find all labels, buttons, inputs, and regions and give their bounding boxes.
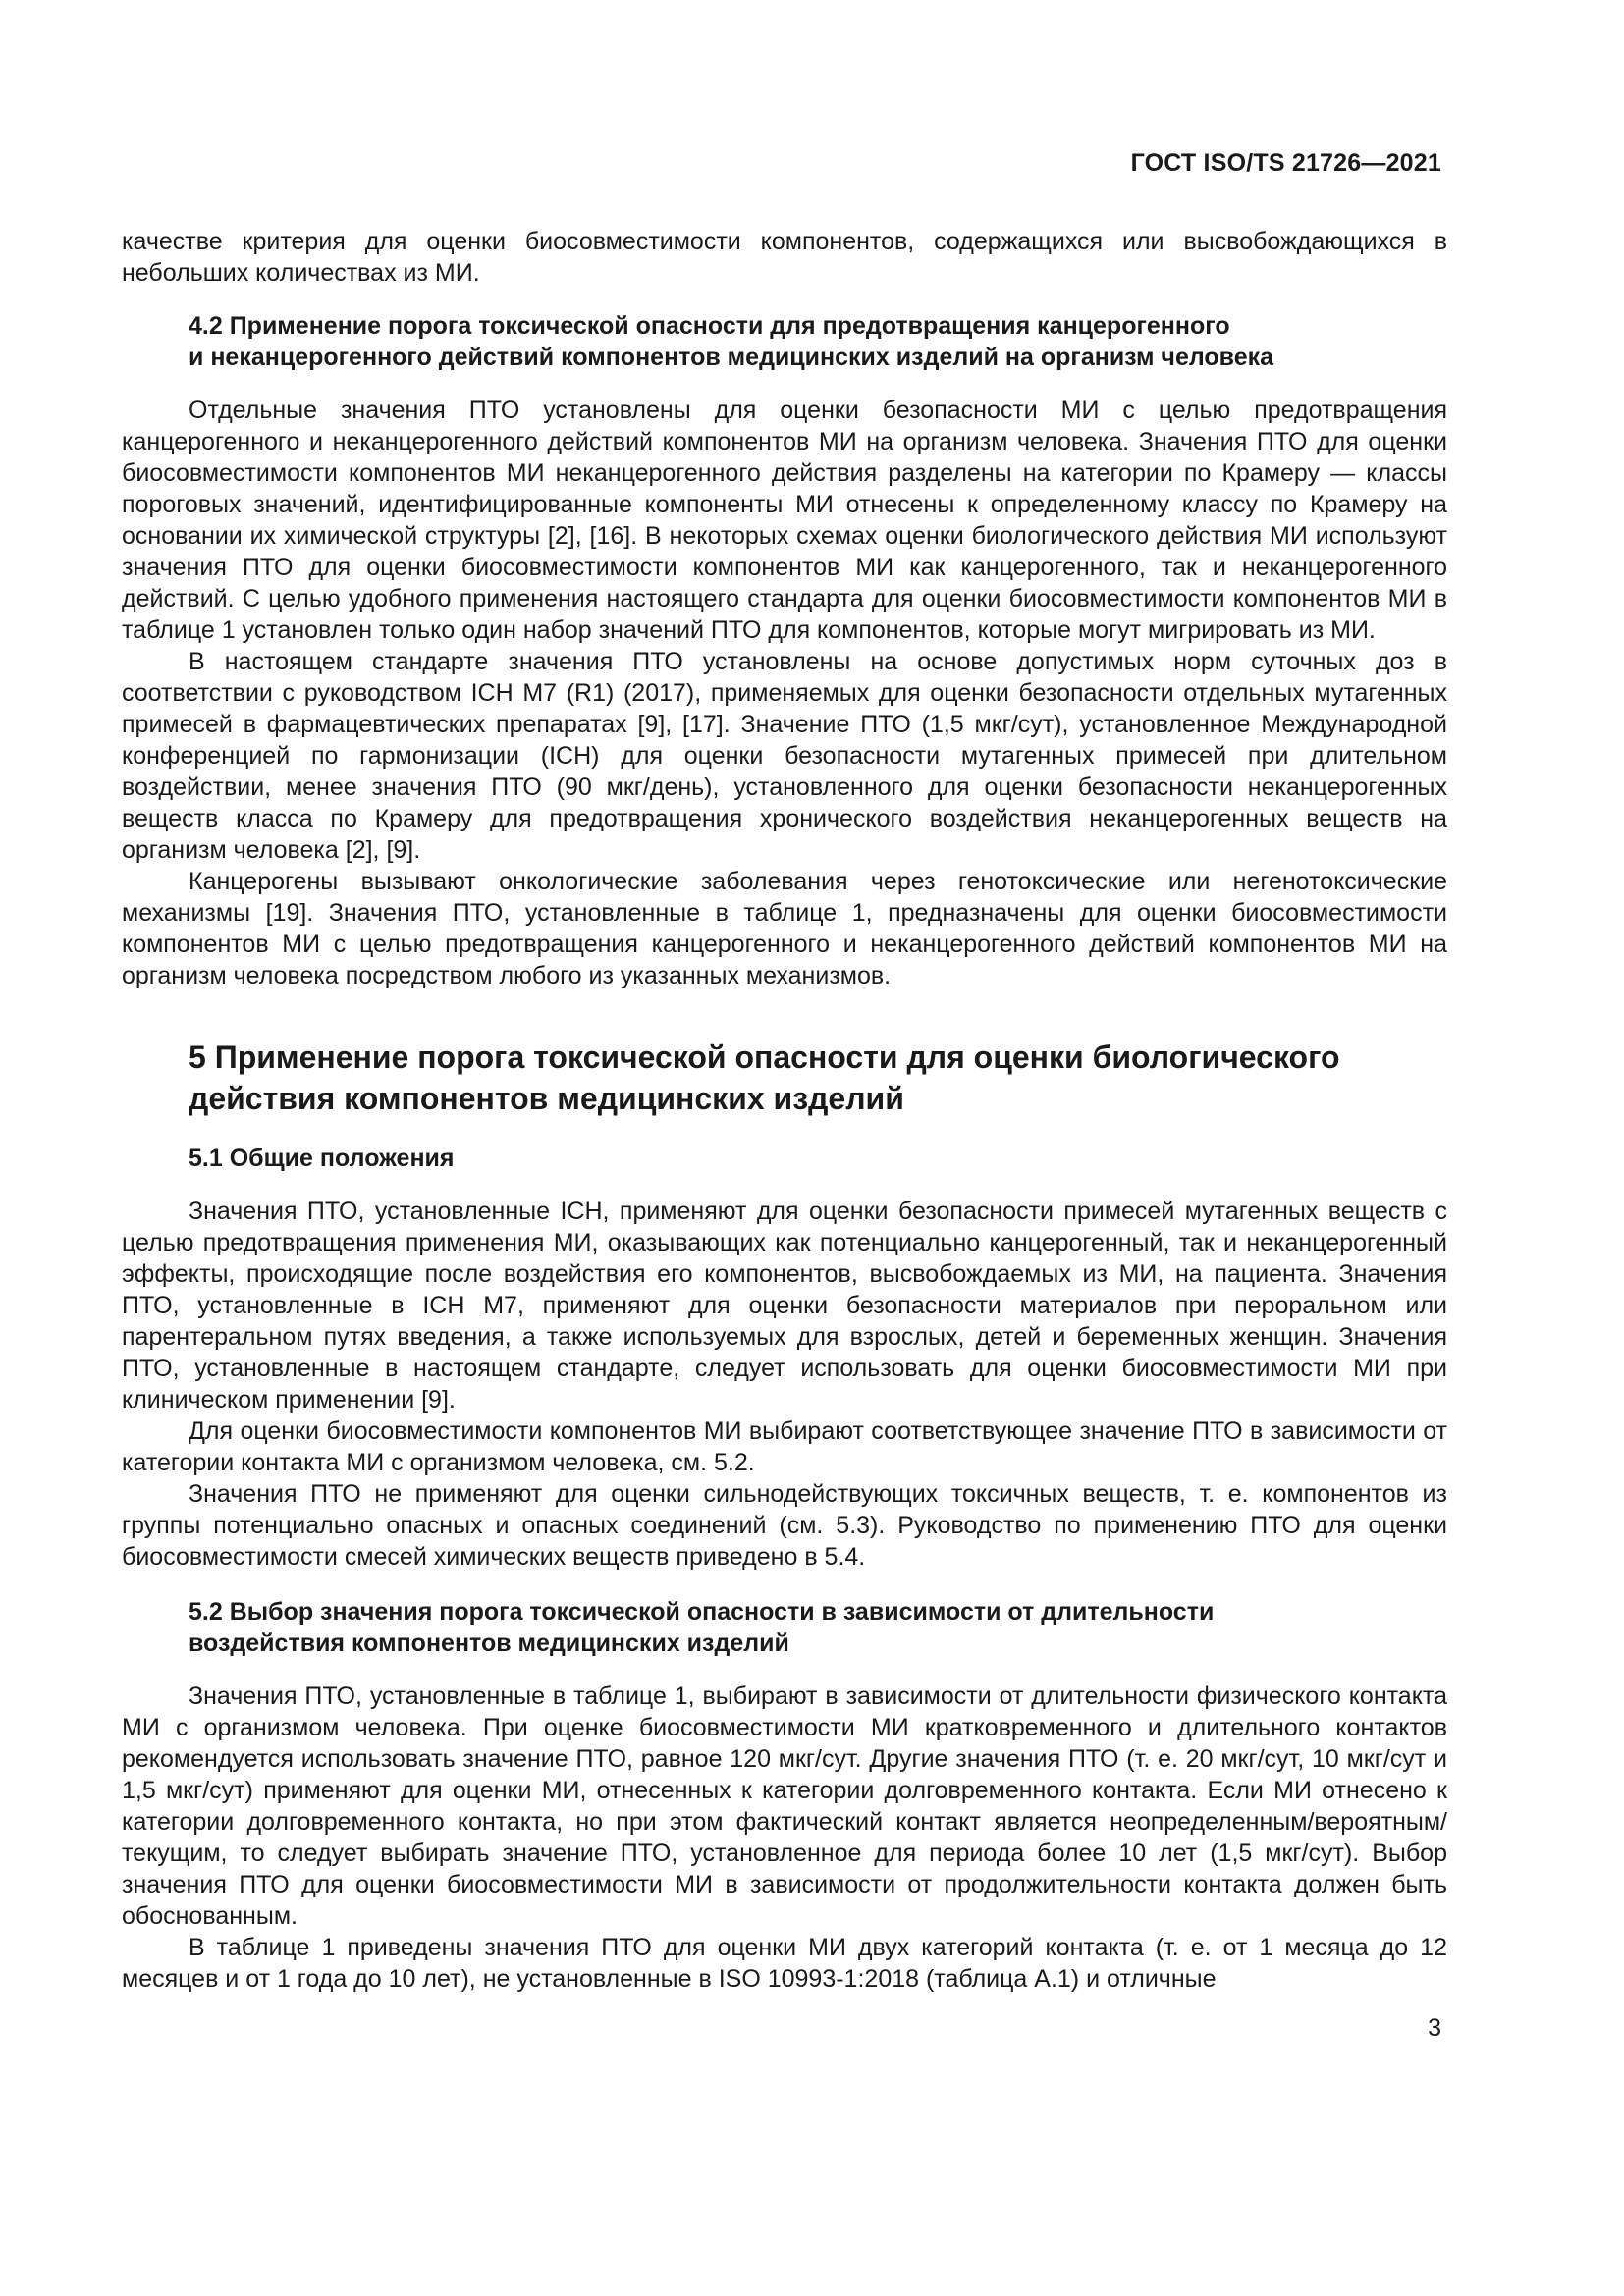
section-4-2-heading — [122, 310, 1447, 373]
section-5-heading — [122, 1037, 1447, 1119]
document-body — [122, 226, 1447, 1995]
section-4-2-heading-line2: и неканцерогенного действий компонентов медицинских изделий на организм человека — [189, 344, 1274, 371]
section-5-1-paragraph-3: Значения ПТО не применяют для оценки сильнодействующих токсичных веществ, т. е. компонентов из группы потенциально опасных и опасных соединений (см. 5.3). Руководство по применению ПТО для оценки биосовместимости смесей химических веществ приведено в 5.4. — [122, 1480, 1447, 1571]
section-4-2-paragraph-2: В настоящем стандарте значения ПТО установлены на основе допустимых норм суточных доз в соответствии с руководством ICH M7 (R1) (2017), применяемых для оценки безопасности отдельных мутагенных примесей в фармацевтических препаратах [9], [17]. Значение ПТО (1,5 мкг/сут), установленное Международной конференцией по гармонизации (ICH) для оценки безопасности мутагенных примесей при длительном воздействии, менее значения ПТО (90 мкг/день), установленного для оценки безопасности неканцерогенных веществ класса по Крамеру для предотвращения хронического воздействия неканцерогенных веществ на организм человека [2], [9]. — [122, 648, 1447, 864]
section-5-heading-line1: 5 Применение порога токсической опасности для оценки биологического — [189, 1040, 1340, 1075]
section-5-2-heading-line1: 5.2 Выбор значения порога токсической опасности в зависимости от длительности — [189, 1598, 1215, 1626]
intro-paragraph: качестве критерия для оценки биосовместимости компонентов, содержащихся или высвобождающихся в небольших количествах из МИ. — [122, 228, 1447, 287]
section-4-2-paragraph-1: Отдельные значения ПТО установлены для оценки безопасности МИ с целью предотвращения канцерогенного и неканцерогенного действий компонентов МИ на организм человека. Значения ПТО для оценки биосовместимости компонентов МИ неканцерогенного действия разделены на категории по Крамеру — классы пороговых значений, идентифицированные компоненты МИ отнесены к определенному классу по Крамеру на основании их химической структуры [2], [16]. В некоторых схемах оценки биологического действия МИ используют значения ПТО для оценки биосовместимости компонентов МИ как канцерогенного, так и неканцерогенного действий. С целью удобного применения настоящего стандарта для оценки биосовместимости компонентов МИ в таблице 1 установлен только один набор значений ПТО для компонентов, которые могут мигрировать из МИ. — [122, 397, 1447, 644]
section-5-2-paragraph-2: В таблице 1 приведены значения ПТО для оценки МИ двух категорий контакта (т. е. от 1 месяца до 12 месяцев и от 1 года до 10 лет), не установленные в ISO 10993-1:2018 (таблица А.1) и отличные — [122, 1934, 1447, 1993]
page-number: 3 — [1428, 2014, 1441, 2042]
section-5-2-heading-line2: воздействия компонентов медицинских изделий — [189, 1629, 789, 1657]
section-4-2-paragraph-3: Канцерогены вызывают онкологические заболевания через генотоксические или негенотоксические механизмы [19]. Значения ПТО, установленные в таблице 1, предназначены для оценки биосовместимости компонентов МИ с целью предотвращения канцерогенного и неканцерогенного действий компонентов МИ на организм человека посредством любого из указанных механизмов. — [122, 868, 1447, 989]
section-5-1-paragraph-1: Значения ПТО, установленные ICH, применяют для оценки безопасности примесей мутагенных веществ с целью предотвращения применения МИ, оказывающих как потенциально канцерогенный, так и неканцерогенный эффекты, происходящие после воздействия его компонентов, высвобождаемых из МИ, на пациента. Значения ПТО, установленные в ICH M7, применяют для оценки безопасности материалов при пероральном или парентеральном путях введения, а также используемых для взрослых, детей и беременных женщин. Значения ПТО, установленные в настоящем стандарте, следует использовать для оценки биосовместимости МИ при клиническом применении [9]. — [122, 1198, 1447, 1414]
section-5-2-paragraph-1: Значения ПТО, установленные в таблице 1, выбирают в зависимости от длительности физического контакта МИ с организмом человека. При оценке биосовместимости МИ кратковременного и длительного контактов рекомендуется использовать значение ПТО, равное 120 мкг/сут. Другие значения ПТО (т. е. 20 мкг/сут, 10 мкг/сут и 1,5 мкг/сут) применяют для оценки МИ, отнесенных к категории долговременного контакта. Если МИ отнесено к категории долговременного контакта, но при этом фактический контакт является неопределенным/вероятным/текущим, то следует выбирать значение ПТО, установленное для периода более 10 лет (1,5 мкг/сут). Выбор значения ПТО для оценки биосовместимости МИ в зависимости от продолжительности контакта должен быть обоснованным. — [122, 1682, 1447, 1930]
section-5-1-heading: 5.1 Общие положения — [189, 1145, 455, 1172]
section-4-2-heading-line1: 4.2 Применение порога токсической опасности для предотвращения канцерогенного — [189, 312, 1230, 340]
document-code-header: ГОСТ ISO/TS 21726—2021 — [1130, 149, 1441, 177]
section-5-heading-line2: действия компонентов медицинских изделий — [189, 1081, 904, 1116]
section-5-2-heading — [122, 1596, 1447, 1659]
section-5-1-paragraph-2: Для оценки биосовместимости компонентов МИ выбирают соответствующее значение ПТО в зависимости от категории контакта МИ с организмом человека, см. 5.2. — [122, 1417, 1447, 1476]
